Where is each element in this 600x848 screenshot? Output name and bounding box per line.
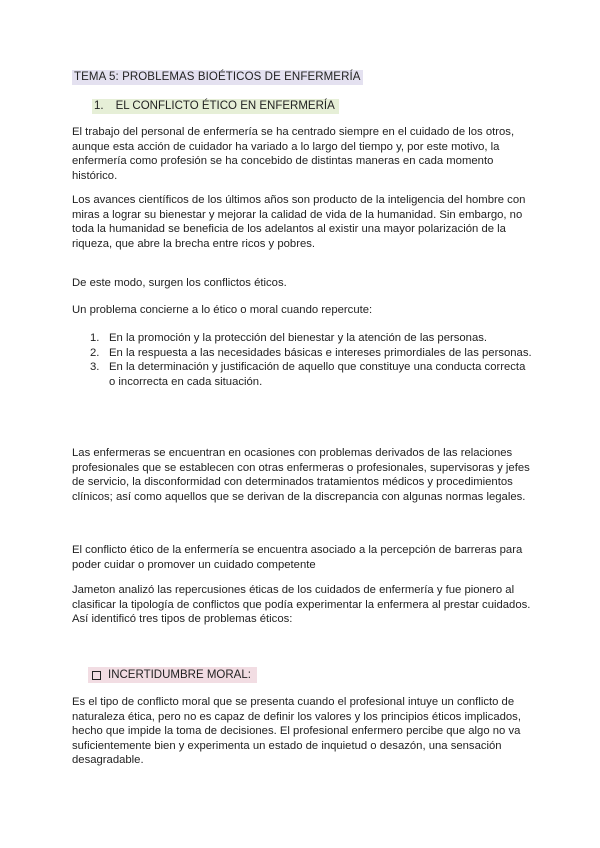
section-number: 1. [94, 100, 104, 112]
paragraph-problem: Un problema concierne a lo ético o moral cuando repercute: [72, 304, 373, 316]
list-item-text: En la respuesta a las necesidades básicas e intereses primordiales de las personas. [109, 346, 532, 359]
list-item-text: En la determinación y justificación de aquello que constituye una conducta correcta o incorrecta en cada situación. [109, 361, 526, 388]
paragraph-conflicts: De este modo, surgen los conflictos éticos. [72, 277, 287, 289]
list-marker: 2. [90, 346, 100, 359]
paragraph-jameton: Jameton analizó las repercusiones éticas de los cuidados de enfermería y fue pionero al clasificar la tipología de conflictos que podía experimentar la enfermera al prestar cuidados. Así identificó tres tipos de problemas éticos: [72, 584, 531, 626]
list-item [72, 360, 532, 389]
list-item [72, 346, 532, 361]
list-marker: 3. [90, 361, 100, 374]
section-heading [92, 99, 339, 114]
criteria-list [72, 331, 532, 389]
paragraph-nurses: Las enfermeras se encuentran en ocasiones con problemas derivados de las relaciones profesionales que se establecen con otras enfermeras o profesionales, supervisoras y jefes de servicio, la disconformidad con determinados tratamientos médicos y procedimientos clínicos; así como aquellos que se derivan de la discrepancia con algunas normas legales. [72, 447, 530, 503]
section-label: EL CONFLICTO ÉTICO EN ENFERMERÍA [115, 100, 335, 112]
paragraph-advances: Los avances científicos de los últimos años son producto de la inteligencia del hombre con miras a lograr su bienestar y mejorar la calidad de vida de la humanidad. Sin embargo, no toda la humanidad se beneficia de los adelantos al existir una mayor polarización de la riqueza, que abre la brecha entre ricos y pobres. [72, 194, 526, 250]
list-item-text: En la promoción y la protección del bienestar y la atención de las personas. [109, 332, 488, 344]
moral-heading-label: INCERTIDUMBRE MORAL: [108, 669, 251, 681]
moral-uncertainty-heading [88, 667, 257, 683]
paragraph-intro: El trabajo del personal de enfermería se ha centrado siempre en el cuidado de los otros, aunque esta acción de cuidador ha variado a lo largo del tiempo y, por este motivo, la enfermería como profesión se ha concebido de distintas maneras en cada momento histórico. [72, 126, 515, 182]
paragraph-moral-uncertainty: Es el tipo de conflicto moral que se presenta cuando el profesional intuye un conflicto de naturaleza ética, pero no es capaz de definir los valores y los principios éticos implicados, hecho que impide la toma de decisiones. El profesional enfermero percibe que algo no va suficientemente bien y experimenta un estado de inquietud o desazón, una sensación desagradable. [72, 696, 521, 767]
checkbox-icon [92, 671, 101, 680]
list-item [72, 331, 532, 346]
paragraph-barriers: El conflicto ético de la enfermería se encuentra asociado a la percepción de barreras para poder cuidar o promover un cuidado competente [72, 544, 523, 571]
page-title: TEMA 5: PROBLEMAS BIOÉTICOS DE ENFERMERÍA [74, 71, 361, 83]
list-marker: 1. [90, 332, 100, 344]
